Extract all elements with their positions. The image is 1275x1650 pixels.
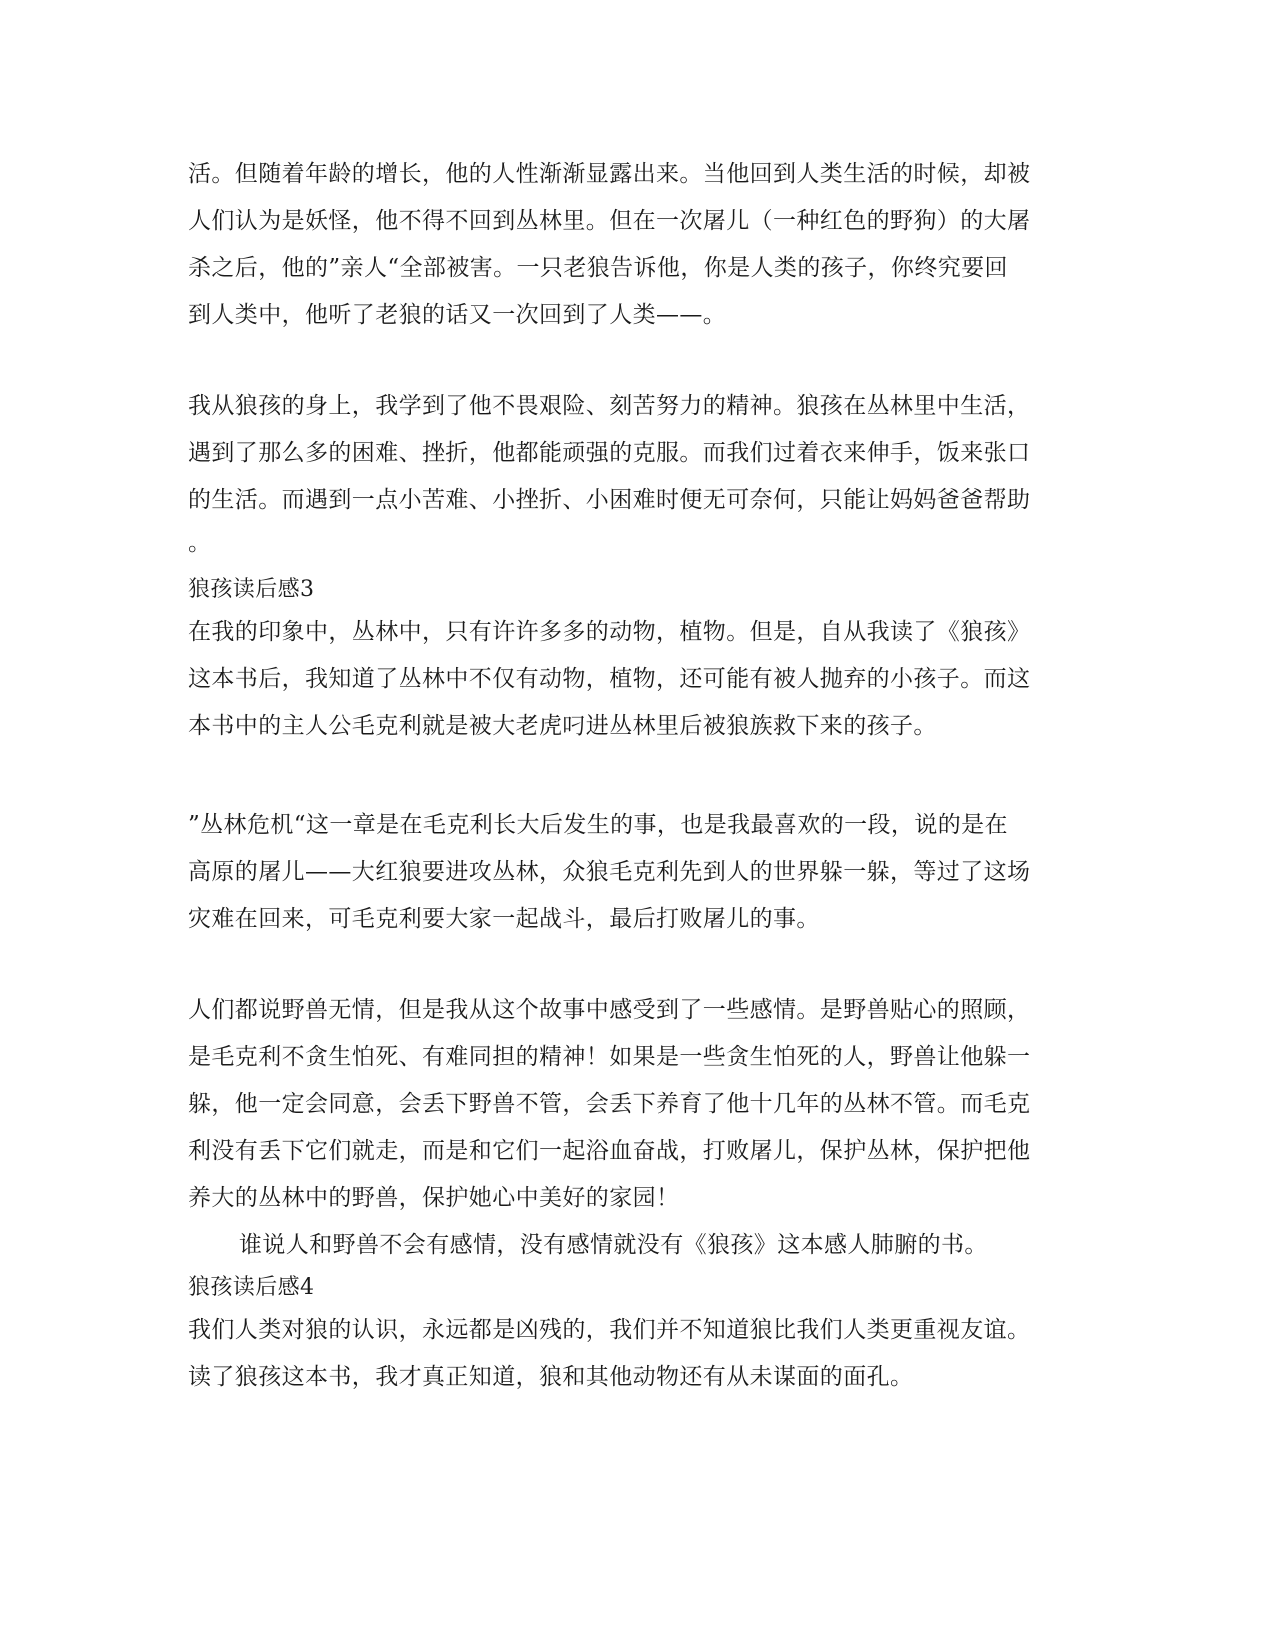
- paragraph-line: 到人类中，他听了老狼的话又一次回到了人类——。: [188, 302, 727, 328]
- paragraph-line: 的生活。而遇到一点小苦难、小挫折、小困难时便无可奈何，只能让妈妈爸爸帮助: [188, 487, 1031, 513]
- paragraph-line: 躲，他一定会同意，会丢下野兽不管，会丢下养育了他十几年的丛林不管。而毛克: [188, 1091, 1031, 1117]
- paragraph-2: [188, 383, 1093, 562]
- paragraph-line: 这本书后，我知道了丛林中不仅有动物，植物，还可能有被人抛弃的小孩子。而这: [188, 666, 1031, 692]
- paragraph-line: 我从狼孩的身上，我学到了他不畏艰险、刻苦努力的精神。狼孩在丛林里中生活，: [188, 393, 1031, 419]
- section-4: [188, 1269, 1093, 1401]
- paragraph-line: 本书中的主人公毛克利就是被大老虎叼进丛林里后被狼族救下来的孩子。: [188, 713, 937, 739]
- paragraph-5: [188, 987, 1093, 1269]
- paragraph-line: 高原的屠儿——大红狼要进攻丛林，众狼毛克利先到人的世界躲一躲，等过了这场: [188, 859, 1031, 885]
- paragraph-line: 人们都说野兽无情，但是我从这个故事中感受到了一些感情。是野兽贴心的照顾，: [188, 997, 1031, 1023]
- paragraph-line: 遇到了那么多的困难、挫折，他都能顽强的克服。而我们过着衣来伸手，饭来张口: [188, 440, 1031, 466]
- indented-paragraph-line: 谁说人和野兽不会有感情，没有感情就没有《狼孩》这本感人肺腑的书。: [239, 1232, 988, 1258]
- paragraph-line: ”丛林危机“这一章是在毛克利长大后发生的事，也是我最喜欢的一段，说的是在: [188, 812, 1008, 838]
- paragraph-line: 灾难在回来，可毛克利要大家一起战斗，最后打败屠儿的事。: [188, 906, 820, 932]
- paragraph-line: 在我的印象中，丛林中，只有许许多多的动物，植物。但是，自从我读了《狼孩》: [188, 619, 1031, 645]
- paragraph-4: [188, 802, 1093, 943]
- paragraph-line: 我们人类对狼的认识，永远都是凶残的，我们并不知道狼比我们人类更重视友谊。: [188, 1317, 1031, 1343]
- paragraph-line: 。: [188, 530, 212, 556]
- paragraph-line: 读了狼孩这本书，我才真正知道，狼和其他动物还有从未谋面的面孔。: [188, 1364, 914, 1390]
- paragraph-line: 利没有丢下它们就走，而是和它们一起浴血奋战，打败屠儿，保护丛林，保护把他: [188, 1138, 1031, 1164]
- paragraph-1: [188, 151, 1093, 339]
- paragraph-line: 活。但随着年龄的增长，他的人性渐渐显露出来。当他回到人类生活的时候，却被: [188, 161, 1031, 187]
- paragraph-line: 人们认为是妖怪，他不得不回到丛林里。但在一次屠儿（一种红色的野狗）的大屠: [188, 208, 1031, 234]
- section-3: [188, 571, 1093, 750]
- paragraph-line: 杀之后，他的”亲人“全部被害。一只老狼告诉他，你是人类的孩子，你终究要回: [188, 255, 1008, 281]
- paragraph-line: 是毛克利不贪生怕死、有难同担的精神！如果是一些贪生怕死的人，野兽让他躲一: [188, 1044, 1031, 1070]
- section-heading: 狼孩读后感3: [188, 577, 315, 602]
- paragraph-line: 养大的丛林中的野兽，保护她心中美好的家园！: [188, 1185, 680, 1211]
- section-heading: 狼孩读后感4: [188, 1275, 315, 1300]
